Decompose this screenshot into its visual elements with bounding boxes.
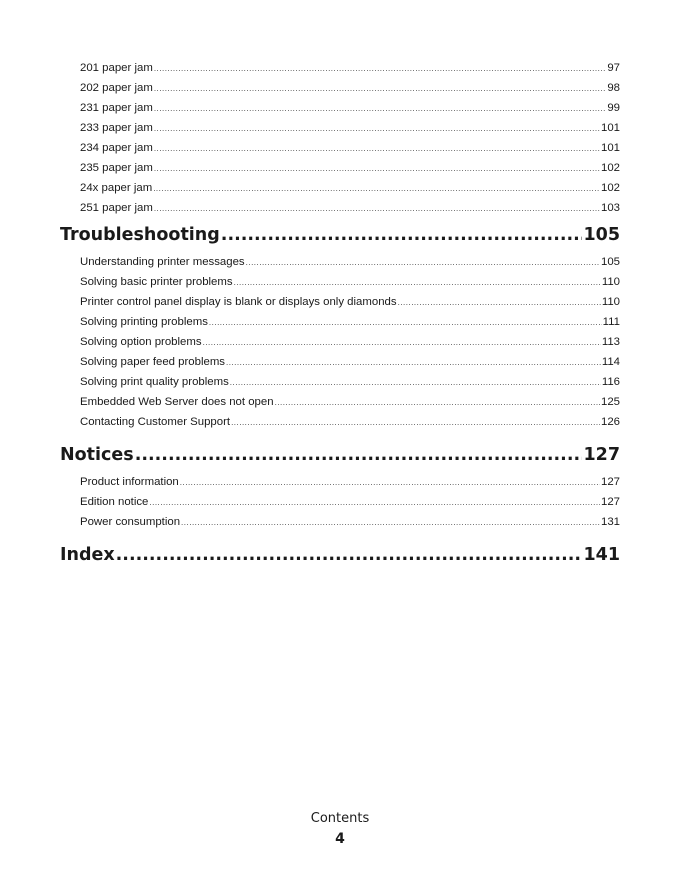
toc-entry-title: 235 paper jam: [80, 162, 153, 174]
chapter-page: 127: [583, 445, 620, 465]
toc-entry-page: 99: [607, 102, 620, 114]
toc-entry[interactable]: [80, 476, 620, 496]
toc-entry-title: Printer control panel display is blank or displays only diamonds: [80, 296, 397, 308]
toc-entry-title: 234 paper jam: [80, 142, 153, 154]
dot-leader: [154, 204, 600, 213]
toc-entry[interactable]: [80, 396, 620, 416]
table-of-contents: [60, 62, 620, 576]
toc-entry-page: 131: [600, 516, 620, 528]
dot-leader: [209, 318, 602, 327]
toc-entry[interactable]: [80, 102, 620, 122]
toc-entry[interactable]: [80, 416, 620, 436]
dot-leader: [116, 545, 583, 565]
toc-entry-title: Product information: [80, 476, 179, 488]
dot-leader: [154, 84, 607, 93]
toc-entry-page: 116: [601, 376, 620, 388]
dot-leader: [246, 258, 600, 267]
dot-leader: [180, 478, 600, 487]
toc-entry[interactable]: [80, 82, 620, 102]
dot-leader: [398, 298, 601, 307]
dot-leader: [135, 445, 583, 465]
notices-entries: [60, 476, 620, 536]
footer-section-label: Contents: [310, 811, 370, 826]
toc-entry-page: 105: [600, 256, 620, 268]
toc-entry-title: Contacting Customer Support: [80, 416, 231, 428]
dot-leader: [221, 225, 583, 245]
toc-entry-title: Power consumption: [80, 516, 181, 528]
toc-entry[interactable]: [80, 182, 620, 202]
toc-entry[interactable]: [80, 142, 620, 162]
toc-entry-page: 103: [600, 202, 620, 214]
toc-entry[interactable]: [80, 336, 620, 356]
dot-leader: [154, 104, 607, 113]
dot-leader: [154, 64, 607, 73]
toc-entry[interactable]: [80, 516, 620, 536]
dot-leader: [226, 358, 601, 367]
troubleshooting-entries: [60, 256, 620, 436]
toc-entry[interactable]: [80, 276, 620, 296]
toc-entry[interactable]: [80, 496, 620, 516]
chapter-index[interactable]: [60, 542, 620, 576]
toc-entry-title: 231 paper jam: [80, 102, 153, 114]
toc-entry-title: 201 paper jam: [80, 62, 153, 74]
toc-entry-title: 24x paper jam: [80, 182, 153, 194]
chapter-page: 105: [583, 225, 620, 245]
toc-entry-page: 113: [601, 336, 620, 348]
chapter-title: Notices: [60, 445, 134, 465]
dot-leader: [153, 184, 600, 193]
toc-entry-page: 114: [601, 356, 620, 368]
toc-entry-title: Solving print quality problems: [80, 376, 229, 388]
toc-entry-page: 97: [607, 62, 620, 74]
toc-entry-title: 251 paper jam: [80, 202, 153, 214]
toc-entry[interactable]: [80, 122, 620, 142]
dot-leader: [149, 498, 600, 507]
toc-entry-page: 102: [600, 182, 620, 194]
dot-leader: [230, 378, 601, 387]
toc-entry[interactable]: [80, 356, 620, 376]
dot-leader: [231, 418, 600, 427]
toc-entry-title: Solving paper feed problems: [80, 356, 226, 368]
toc-entry-page: 101: [600, 122, 620, 134]
toc-entry-page: 110: [601, 276, 620, 288]
dot-leader: [181, 518, 600, 527]
chapter-troubleshooting[interactable]: [60, 222, 620, 256]
toc-entry[interactable]: [80, 296, 620, 316]
toc-entry-title: Solving basic printer problems: [80, 276, 233, 288]
dot-leader: [203, 338, 601, 347]
footer-page-number: 4: [335, 831, 345, 847]
toc-entry[interactable]: [80, 162, 620, 182]
paper-jam-entries: [60, 62, 620, 222]
chapter-title: Index: [60, 545, 115, 565]
toc-entry-title: Embedded Web Server does not open: [80, 396, 274, 408]
toc-entry-page: 101: [600, 142, 620, 154]
toc-entry-page: 110: [601, 296, 620, 308]
toc-entry-page: 111: [602, 316, 620, 328]
toc-entry-title: Edition notice: [80, 496, 149, 508]
chapter-notices[interactable]: [60, 442, 620, 476]
chapter-title: Troubleshooting: [60, 225, 220, 245]
dot-leader: [154, 164, 600, 173]
toc-entry-page: 127: [600, 496, 620, 508]
toc-entry[interactable]: [80, 316, 620, 336]
dot-leader: [154, 144, 600, 153]
chapter-page: 141: [583, 545, 620, 565]
toc-entry-page: 126: [600, 416, 620, 428]
toc-entry[interactable]: [80, 376, 620, 396]
toc-entry-page: 102: [600, 162, 620, 174]
toc-entry-page: 127: [600, 476, 620, 488]
toc-entry-title: Solving option problems: [80, 336, 202, 348]
toc-entry[interactable]: [80, 202, 620, 222]
dot-leader: [234, 278, 601, 287]
toc-entry[interactable]: [80, 256, 620, 276]
toc-entry-title: Understanding printer messages: [80, 256, 245, 268]
toc-entry-title: 202 paper jam: [80, 82, 153, 94]
toc-entry-title: Solving printing problems: [80, 316, 208, 328]
dot-leader: [154, 124, 600, 133]
dot-leader: [275, 398, 600, 407]
toc-entry-page: 125: [600, 396, 620, 408]
toc-entry[interactable]: [80, 62, 620, 82]
toc-entry-title: 233 paper jam: [80, 122, 153, 134]
toc-entry-page: 98: [607, 82, 620, 94]
